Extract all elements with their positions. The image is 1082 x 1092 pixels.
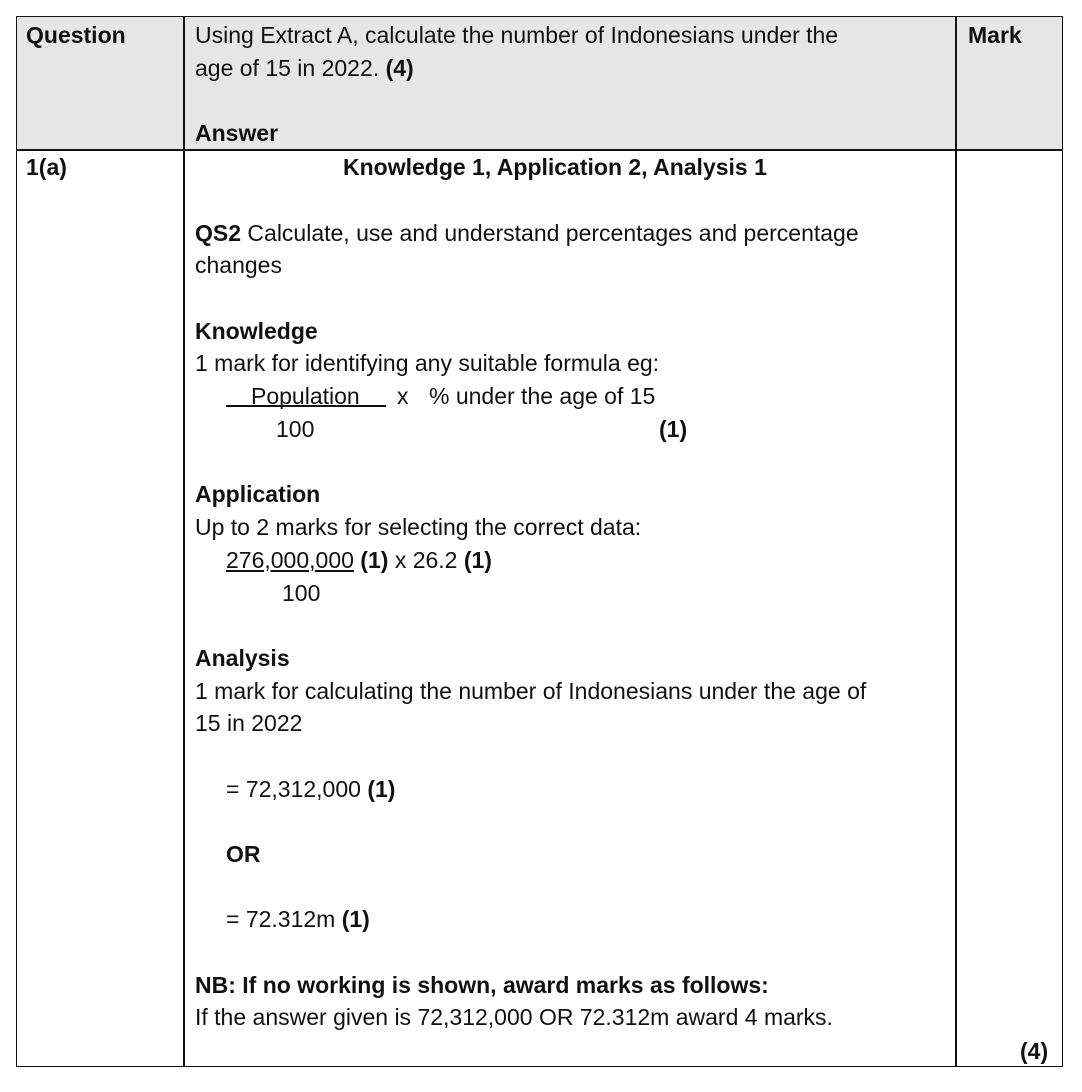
nb-title: NB: If no working is shown, award marks as follows: (195, 972, 769, 998)
total-mark: (4) (1020, 1038, 1049, 1064)
question-label: Question (26, 22, 126, 48)
result-value: = 72,312,000 (1) (226, 776, 396, 802)
question-text: Using Extract A, calculate the number of Indonesians under the (195, 22, 839, 48)
formula-times: x (397, 383, 409, 409)
knowledge-mark: (1) (659, 416, 688, 442)
question-text: age of 15 in 2022. (4) (195, 55, 414, 81)
nb-text: If the answer given is 72,312,000 OR 72.312m award 4 marks. (195, 1004, 833, 1030)
mark-scheme-table (16, 16, 1063, 1067)
result-value-alt: = 72.312m (1) (226, 906, 370, 932)
formula-denominator: 100 (276, 416, 315, 442)
quantitative-skill-cont: changes (195, 252, 282, 278)
question-number: 1(a) (26, 154, 67, 180)
formula-factor: % under the age of 15 (429, 383, 656, 409)
analysis-criteria: 1 mark for calculating the number of Indonesians under the age of (195, 678, 867, 704)
application-criteria: Up to 2 marks for selecting the correct data: (195, 514, 642, 540)
analysis-title: Analysis (195, 645, 290, 671)
knowledge-criteria: 1 mark for identifying any suitable formula eg: (195, 350, 660, 376)
mark-label: Mark (968, 22, 1022, 48)
or-label: OR (226, 841, 261, 867)
column-divider (183, 16, 185, 1067)
formula-numerator: Population (251, 383, 360, 409)
analysis-criteria-cont: 15 in 2022 (195, 710, 303, 736)
column-divider (955, 16, 957, 1067)
assessment-heading: Knowledge 1, Application 2, Analysis 1 (343, 154, 767, 180)
knowledge-title: Knowledge (195, 318, 318, 344)
answer-label: Answer (195, 120, 279, 146)
application-denominator: 100 (282, 580, 321, 606)
quantitative-skill: QS2 Calculate, use and understand percentages and percentage (195, 220, 859, 246)
application-title: Application (195, 481, 321, 507)
application-formula: 276,000,000 (1) x 26.2 (1) (226, 547, 492, 573)
